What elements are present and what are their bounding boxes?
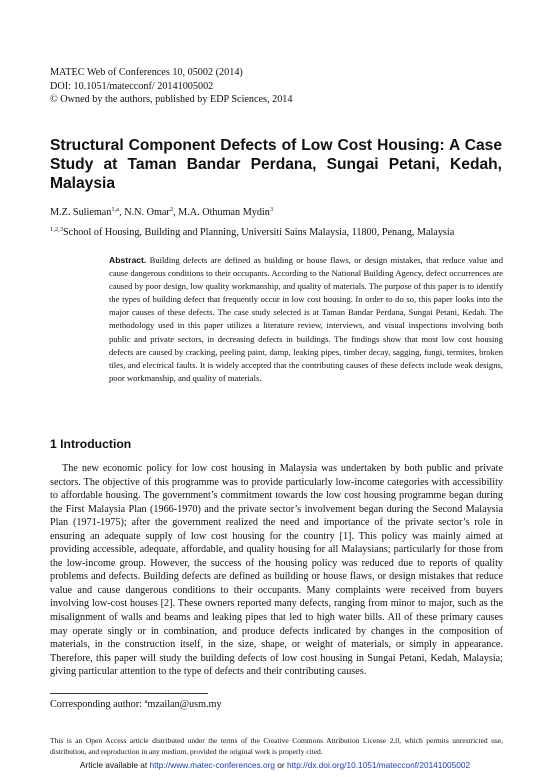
footnote-label: Corresponding author: xyxy=(50,699,145,710)
affiliation-text: School of Housing, Building and Planning, Universiti Sains Malaysia, 11800, Penang, Malaysia xyxy=(63,227,455,238)
author-1: M.Z. Sulieman xyxy=(50,207,112,218)
copyright-line: © Owned by the authors, published by EDP Sciences, 2014 xyxy=(50,94,293,106)
doi-link[interactable]: http://dx.doi.org/10.1051/matecconf/20141005002 xyxy=(286,760,471,770)
author-list xyxy=(50,207,273,218)
matec-link[interactable]: http://www.matec-conferences.org xyxy=(149,760,275,770)
corresponding-author-footnote xyxy=(50,699,222,710)
abstract-label: Abstract. xyxy=(109,255,147,265)
abstract xyxy=(109,254,503,385)
author-2-sup: 2 xyxy=(169,206,174,213)
author-1-sup: 1,a xyxy=(111,206,120,213)
abstract-text: Building defects are defined as building or house flaws, or design mistakes, that reduce value and cause dangerous conditions to their occupants. According to the National Building Agency, defect occurrences are caused by poor design, low quality workmanship, and quality of materials. The purpose of this paper is to identify the types of building defect that frequently occur in low cost housing. In order to do so, this paper looks into the major causes of these defects. The case study selected is at Taman Bandar Perdana, Sungai Petani, Kedah. The methodology used in this paper utilizes a literature review, interviews, and visual inspections involving both public and private sectors, in decreasing defects in buildings. The findings show that most low cost housing defects are caused by cracking, peeling paint, damp, leaking pipes, timber decay, sagging, fungi, termites, broken tiles, and electrical faults. It is widely accepted that the contributing causes of these defects include weak designs, poor workmanship, and quality of materials. xyxy=(109,255,503,383)
introduction-paragraph: The new economic policy for low cost housing in Malaysia was undertaken by both public and private sectors. The objective of this programme was to provide particularly low-income categories with accessibility to affordable housing. The government’s commitment towards the low cost housing programme began during the First Malaysia Plan (1966-1970) and the private sector’s involvement began during the Second Malaysia Plan (1971-1975); after the government realized the need and importance of the private sector’s role in ensuring an adequate supply of low cost housing for the country [1]. This policy was mainly aimed at providing accessible, adequate, affordable, and quality housing for all Malaysians; particularly for those from the low-income group. However, the success of the housing policy was reduced due to reports of quality problems and defects. Building defects are defined as building or house flaws, or design mistakes that reduce value and cause dangerous conditions to their occupants. Many complaints were received from buyers involving low-cost houses [2]. These owners reported many defects, ranging from minor to major, such as the misalignment of walls and beams and leaking pipes that led to high water bills. All of these primary causes may operate singly or in combination, and produce defects indicated by changes in the composition of materials, in the construction itself, in the size, shape, or weight of materials, or simply in appearance. Therefore, this paper will study the building defects of low cost housing in Sungai Petani, Kedah, Malaysia; giving particular attention to the type of defects and their contributing causes. xyxy=(50,463,503,678)
available-or: or xyxy=(274,760,287,770)
license-notice: This is an Open Access article distributed under the terms of the Creative Commons Attribution License 2.0, which permits unrestricted use, distribution, and reproduction in any medium, provided the original work is properly cited. xyxy=(50,736,503,756)
corresponding-email: mzailan@usm.my xyxy=(147,699,222,710)
paper-title: Structural Component Defects of Low Cost Housing: A Case Study at Taman Bandar Perdana, Sungai Petani, Kedah, Malaysia xyxy=(50,137,502,192)
available-prefix: Article available at xyxy=(79,760,150,770)
author-3-sup: 3 xyxy=(269,206,274,213)
journal-line: MATEC Web of Conferences 10, 05002 (2014) xyxy=(50,67,243,78)
author-2: , N.N. Omar xyxy=(119,207,170,218)
article-availability xyxy=(0,760,550,770)
affiliation-sup: 1,2,3 xyxy=(50,226,63,233)
doi-line: DOI: 10.1051/matecconf/ 20141005002 xyxy=(50,80,214,92)
section-heading-introduction: 1 Introduction xyxy=(50,437,132,451)
author-3: , M.A. Othuman Mydin xyxy=(173,207,270,218)
footnote-sup: a xyxy=(144,698,148,705)
footnote-divider xyxy=(50,693,208,694)
affiliation xyxy=(50,227,454,238)
journal-metadata xyxy=(50,66,293,107)
